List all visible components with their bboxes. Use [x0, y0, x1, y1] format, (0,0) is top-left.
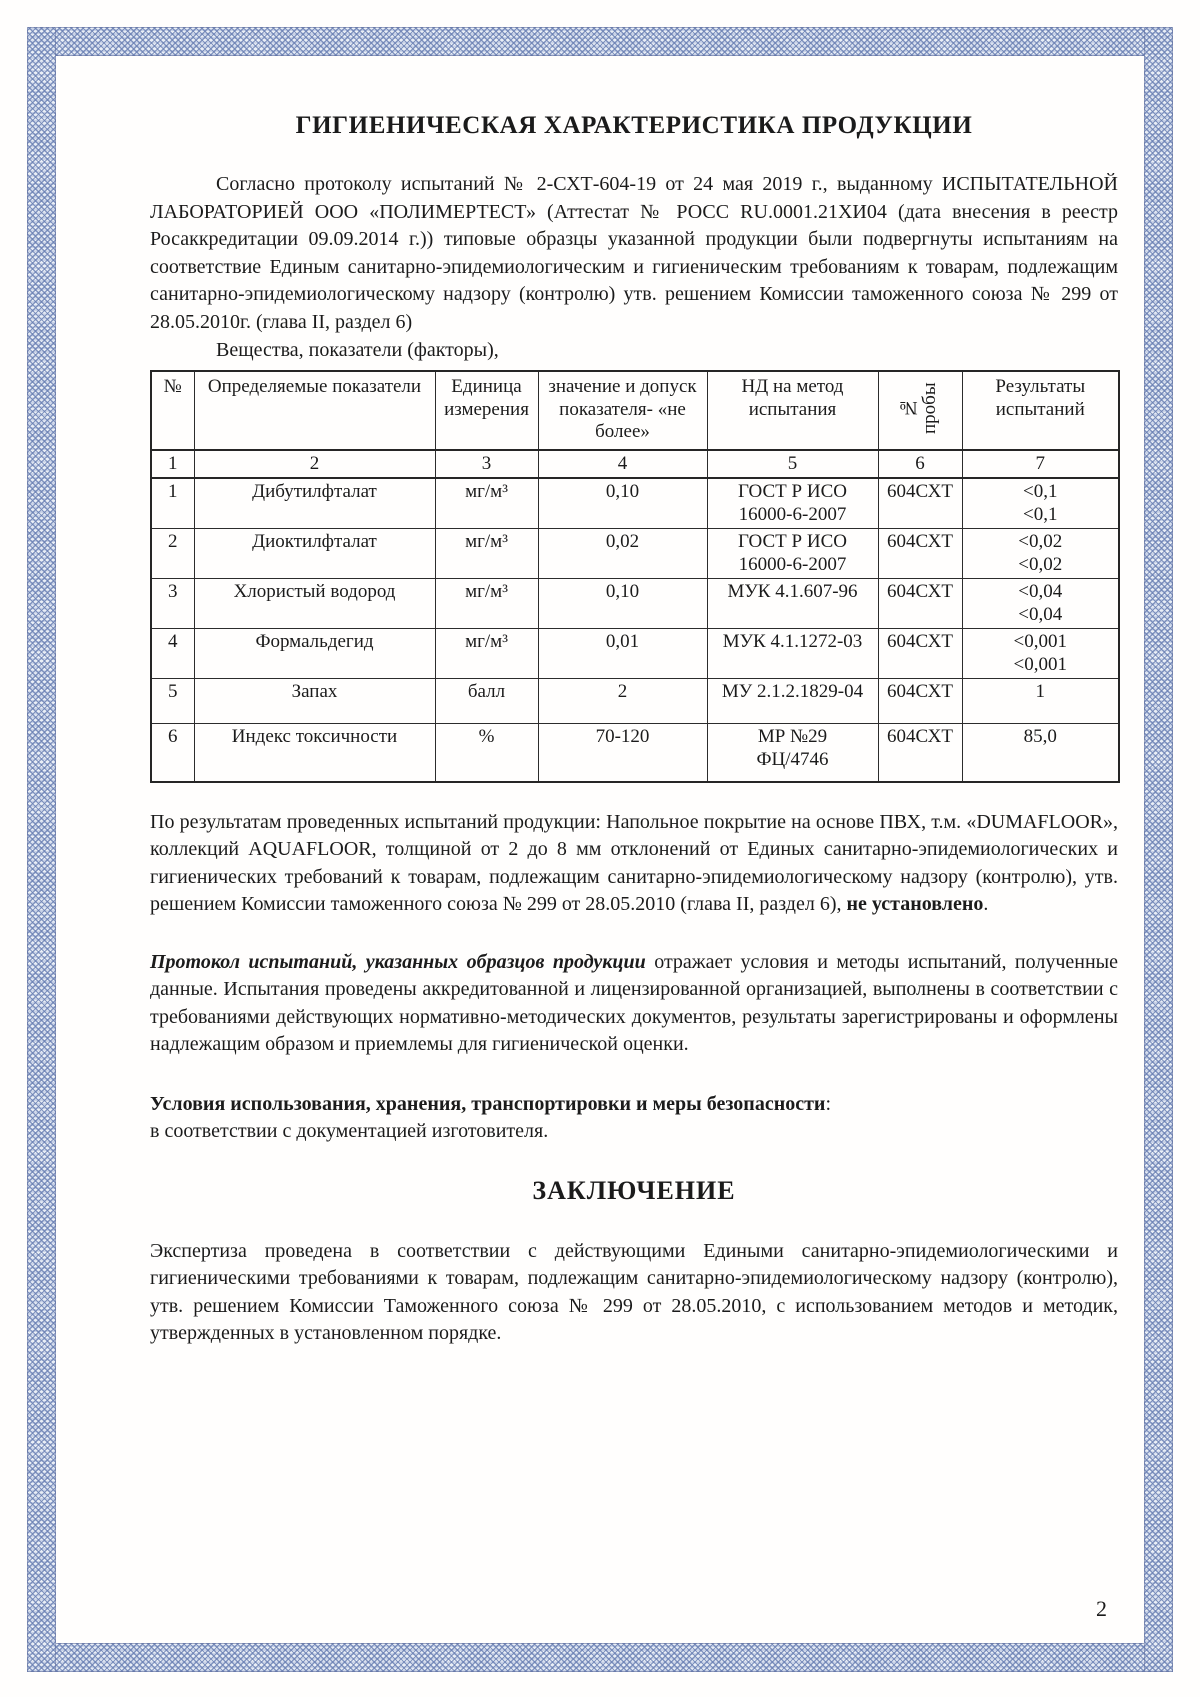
protocol-paragraph — [150, 949, 1118, 1059]
cell-indicator: Дибутилфталат — [194, 478, 435, 529]
cell-sample: 604СХТ — [878, 629, 962, 679]
cell-unit: мг/м³ — [435, 629, 538, 679]
header-sample — [878, 371, 962, 450]
cell-limit: 0,10 — [538, 579, 707, 629]
table-row — [151, 529, 1119, 579]
header-limit: значение и допуск показателя- «не более» — [538, 371, 707, 450]
guilloche-border-right — [1144, 27, 1173, 1672]
conditions-paragraph — [150, 1091, 1118, 1146]
table-row — [151, 478, 1119, 529]
cell-method: ГОСТ Р ИСО 16000-6-2007 — [707, 478, 878, 529]
header-sample-rotated-text: № пробы — [898, 382, 940, 434]
header-results: Результаты испытаний — [962, 371, 1119, 450]
column-number-row — [151, 450, 1119, 479]
cell-results: <0,1 <0,1 — [962, 478, 1119, 529]
col-number: 7 — [962, 450, 1119, 479]
cell-sample: 604СХТ — [878, 679, 962, 724]
table-header-row — [151, 371, 1119, 450]
cell-unit: балл — [435, 679, 538, 724]
table-row — [151, 629, 1119, 679]
table-row — [151, 679, 1119, 724]
cell-method: МУК 4.1.607-96 — [707, 579, 878, 629]
cell-results: <0,04 <0,04 — [962, 579, 1119, 629]
table-row — [151, 579, 1119, 629]
cell-sample: 604СХТ — [878, 529, 962, 579]
cell-method: ГОСТ Р ИСО 16000-6-2007 — [707, 529, 878, 579]
guilloche-border-left — [27, 27, 56, 1672]
cell-unit: мг/м³ — [435, 529, 538, 579]
table-caption: Вещества, показатели (факторы), — [216, 339, 499, 361]
col-number: 1 — [151, 450, 194, 479]
cell-limit: 70-120 — [538, 724, 707, 782]
cell-num: 2 — [151, 529, 194, 579]
conclusion-heading: ЗАКЛЮЧЕНИЕ — [532, 1175, 736, 1205]
cell-limit: 0,01 — [538, 629, 707, 679]
cell-indicator: Хлористый водород — [194, 579, 435, 629]
intro-paragraph: Согласно протоколу испытаний № 2-СХТ-604-19 от 24 мая 2019 г., выданному ИСПЫТАТЕЛЬНОЙ ЛАБОРАТОРИЕЙ ООО «ПОЛИМЕРТЕСТ» (Аттестат № РОСС RU.0001.21ХИ04 (дата внесения в реестр Росаккредитации 09.09.2014 г.)) типовые образцы указанной продукции были подвергнуты испытаниям на соответствие Единым санитарно-эпидемиологическим и гигиеническим требованиям к товарам, подлежащим санитарно-эпидемиологическому надзору (контролю) утв. решением Комиссии таможенного союза № 299 от 28.05.2010г. (глава II, раздел 6) — [150, 173, 1118, 333]
cell-num: 1 — [151, 478, 194, 529]
conditions-body-text: в соответствии с документацией изготовителя. — [150, 1120, 549, 1142]
guilloche-border-bottom — [27, 1643, 1173, 1672]
table-row — [151, 724, 1119, 782]
page-title: ГИГИЕНИЧЕСКАЯ ХАРАКТЕРИСТИКА ПРОДУКЦИИ — [295, 112, 973, 139]
col-number: 2 — [194, 450, 435, 479]
header-unit: Единица измерения — [435, 371, 538, 450]
col-number: 6 — [878, 450, 962, 479]
cell-indicator: Диоктилфталат — [194, 529, 435, 579]
cell-indicator: Индекс токсичности — [194, 724, 435, 782]
col-number: 5 — [707, 450, 878, 479]
col-number: 3 — [435, 450, 538, 479]
cell-num: 5 — [151, 679, 194, 724]
protocol-lead-text: Протокол испытаний, указанных образцов продукции — [150, 950, 646, 973]
cell-unit: мг/м³ — [435, 579, 538, 629]
cell-num: 3 — [151, 579, 194, 629]
cell-unit: мг/м³ — [435, 478, 538, 529]
header-indicator: Определяемые показатели — [194, 371, 435, 450]
cell-sample: 604СХТ — [878, 478, 962, 529]
cell-method: МУ 2.1.2.1829-04 — [707, 679, 878, 724]
cell-results: 85,0 — [962, 724, 1119, 782]
header-method: НД на метод испытания — [707, 371, 878, 450]
cell-limit: 0,02 — [538, 529, 707, 579]
cell-num: 4 — [151, 629, 194, 679]
results-bold-text: не установлено — [846, 893, 984, 915]
conditions-colon: : — [825, 1092, 832, 1115]
cell-limit: 2 — [538, 679, 707, 724]
cell-limit: 0,10 — [538, 478, 707, 529]
cell-indicator: Формальдегид — [194, 629, 435, 679]
conditions-lead-text: Условия использования, хранения, транспортировки и меры безопасности — [150, 1092, 826, 1115]
cell-sample: 604СХТ — [878, 579, 962, 629]
cell-indicator: Запах — [194, 679, 435, 724]
results-paragraph — [150, 809, 1118, 919]
col-number: 4 — [538, 450, 707, 479]
test-results-table — [150, 370, 1120, 783]
cell-results: <0,02 <0,02 — [962, 529, 1119, 579]
conclusion-paragraph: Экспертиза проведена в соответствии с действующими Едиными санитарно-эпидемиологическими и гигиеническими требованиями к товарам, подлежащим санитарно-эпидемиологическому надзору (контролю), утв. решением Комиссии Таможенного союза № 299 от 28.05.2010, с использованием методов и методик, утвержденных в установленном порядке. — [150, 1239, 1118, 1344]
cell-method: МУК 4.1.1272-03 — [707, 629, 878, 679]
cell-num: 6 — [151, 724, 194, 782]
document-content — [150, 0, 1118, 1348]
protocol-body-text: отражает условия и методы испытаний, полученные данные. Испытания проведены аккредитованной и лицензированной организацией, выполнены в соответствии с требованиями действующих нормативно-методических документов, результаты зарегистрированы и оформлены надлежащим образом и приемлемы для гигиенической оценки. — [150, 950, 1118, 1055]
header-num: № — [151, 371, 194, 450]
cell-sample: 604СХТ — [878, 724, 962, 782]
cell-unit: % — [435, 724, 538, 782]
page-number: 2 — [1096, 1596, 1107, 1621]
cell-results: 1 — [962, 679, 1119, 724]
results-period: . — [983, 893, 989, 915]
cell-method: МР №29 ФЦ/4746 — [707, 724, 878, 782]
results-text: По результатам проведенных испытаний продукции: Напольное покрытие на основе ПВХ, т.м. «DUMAFLOOR», коллекций AQUAFLOOR, толщиной от 2 до 8 мм отклонений от Единых санитарно-эпидемиологических и гигиенических требований к товарам, подлежащим санитарно-эпидемиологическому надзору (контролю), утв. решением Комиссии таможенного союза № 299 от 28.05.2010 (глава II, раздел 6), — [150, 810, 1118, 915]
cell-results: <0,001 <0,001 — [962, 629, 1119, 679]
